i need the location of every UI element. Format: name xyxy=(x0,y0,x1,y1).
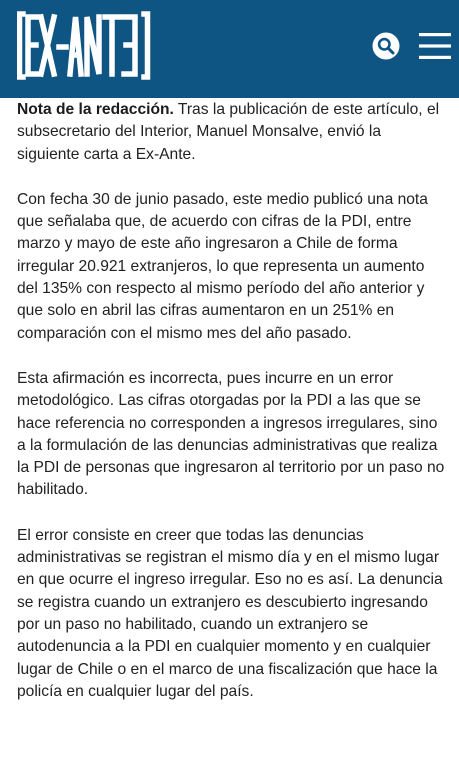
editor-note-text: Tras la publicación de este artículo, el subsecretario del Interior, Manuel Monsalve, envió la siguiente carta a Ex-Ante. xyxy=(17,101,440,163)
article-paragraph: Esta afirmación es incorrecta, pues incurre en un error metodológico. Las cifras otorgadas por la PDI a las que se hace referencia no corresponden a ingresos irregulares, sino a la formulación de las denuncias administrativas que realiza la PDI de personas que ingresaron al territorio por un paso no habilitado. xyxy=(17,369,445,499)
hamburger-menu-icon[interactable] xyxy=(417,31,453,61)
ex-ante-logo[interactable] xyxy=(17,11,177,80)
search-icon[interactable] xyxy=(370,30,402,62)
logo-text: [EX-ANTE] xyxy=(17,11,22,12)
article-paragraph: Con fecha 30 de junio pasado, este medio publicó una nota que señalaba que, de acuerdo con cifras de la PDI, entre marzo y mayo de este año ingresaron a Chile de forma irregular 20.921 extranjeros, lo que representa un aumento del 135% con respecto al mismo período del año anterior y que solo en abril las cifras aumentaron en un 251% en comparación con el mismo mes del año pasado. xyxy=(17,190,428,342)
editor-note-paragraph xyxy=(17,99,447,166)
article-paragraph: El error consiste en creer que todas las denuncias administrativas se registran el mismo día y en el mismo lugar en que ocurre el ingreso irregular. Eso no es así. La denuncia se registra cuando un extranjero es descubierto ingresando por un paso no habilitado, cuando un extranjero se autodenuncia a la PDI en cualquier momento y en cualquier lugar de Chile o en el marco de una fiscalización que hace la policía en cualquier lugar del país. xyxy=(17,526,443,700)
article-body xyxy=(17,99,447,726)
editor-note-label: Nota de la redacción. xyxy=(17,101,174,118)
site-header xyxy=(0,0,459,98)
